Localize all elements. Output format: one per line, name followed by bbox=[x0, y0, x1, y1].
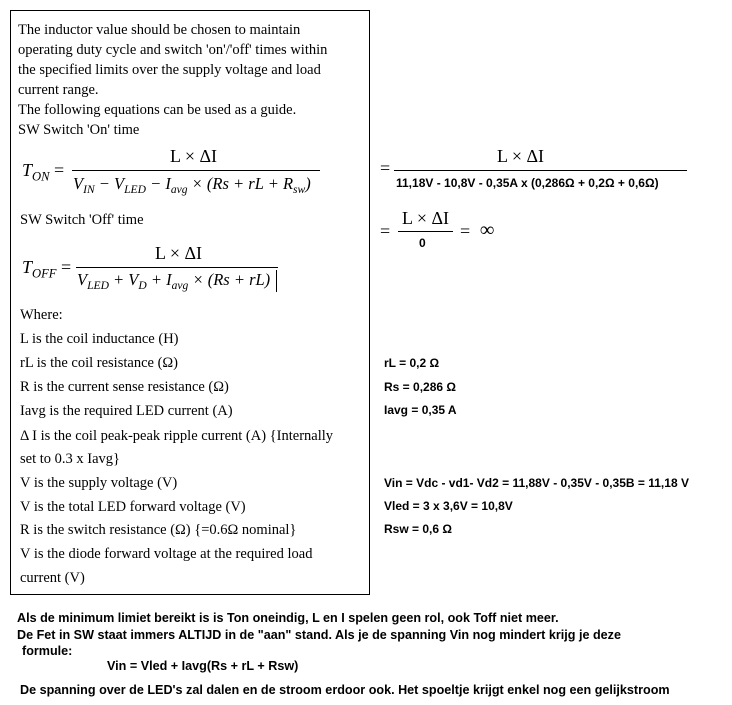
value-rl: rL = 0,2 Ω bbox=[384, 356, 440, 370]
ton-denominator bbox=[73, 174, 311, 196]
value-rs: Rs = 0,286 Ω bbox=[384, 380, 456, 394]
definition-vd: V is the diode forward voltage at the required load bbox=[20, 546, 313, 562]
definition-rsw: R is the switch resistance (Ω) {=0.6Ω nominal} bbox=[20, 522, 297, 538]
ton-fraction-bar bbox=[72, 170, 320, 171]
den-sub: LED bbox=[87, 280, 109, 293]
value-rsw: Rsw = 0,6 Ω bbox=[384, 522, 452, 536]
value-vin: Vin = Vdc - vd1- Vd2 = 11,88V - 0,35V - 0,35B = 11,18 V bbox=[384, 476, 689, 490]
infinity-result: ∞ bbox=[480, 219, 495, 241]
den-sub: D bbox=[138, 280, 147, 293]
ton-sub-equals: = bbox=[380, 158, 391, 178]
definition-iavg: Iavg is the required LED current (A) bbox=[20, 403, 233, 419]
note-line-1: Als de minimum limiet bereikt is is Ton oneindig, L en I spelen geen rol, ook Toff niet meer. bbox=[17, 611, 559, 625]
definition-delta-i-cont: set to 0.3 x Iavg} bbox=[20, 451, 120, 467]
toff-numerator: L × ΔI bbox=[155, 243, 203, 263]
ton-sub-numerator: L × ΔI bbox=[497, 146, 545, 166]
toff-fraction-bar bbox=[76, 267, 278, 268]
intro-line: The following equations can be used as a guide. bbox=[18, 102, 297, 118]
toff-sub-fraction-bar bbox=[398, 231, 453, 232]
toff-sub-numerator: L × ΔI bbox=[402, 208, 450, 228]
den-part: V bbox=[73, 174, 84, 193]
toff-denominator bbox=[77, 270, 270, 292]
den-part: − I bbox=[145, 174, 171, 193]
toff-sub-denominator: 0 bbox=[419, 236, 426, 250]
note-line-5: De spanning over de LED's zal dalen en de stroom erdoor ook. Het spoeltje krijgt enkel nog een gelijkstroom bbox=[20, 683, 670, 697]
den-part: + V bbox=[108, 270, 139, 289]
den-part: × (Rs + rL + R bbox=[187, 174, 294, 193]
definition-text: R is the current sense resistance (Ω) bbox=[20, 379, 229, 395]
den-sub: IN bbox=[83, 184, 95, 197]
den-part: + I bbox=[146, 270, 172, 289]
toff-subscript: OFF bbox=[32, 266, 57, 281]
intro-line: the specified limits over the supply voltage and load bbox=[18, 62, 321, 78]
definition-delta-i: Δ I is the coil peak-peak ripple current (A) {Internally bbox=[20, 428, 334, 444]
den-part: − V bbox=[94, 174, 125, 193]
cursor-mark bbox=[276, 270, 277, 292]
definition-vd-cont: current (V) bbox=[20, 570, 85, 586]
value-vled: Vled = 3 x 3,6V = 10,8V bbox=[384, 499, 513, 513]
ton-lhs bbox=[22, 160, 64, 184]
toff-equals: = bbox=[61, 257, 72, 277]
off-time-heading: SW Switch 'Off' time bbox=[20, 212, 144, 228]
ton-sub-denominator: 11,18V - 10,8V - 0,35A x (0,286Ω + 0,2Ω + 0,6Ω) bbox=[396, 176, 659, 190]
ton-symbol: T bbox=[22, 160, 33, 180]
definition-rl: rL is the coil resistance (Ω) bbox=[20, 355, 178, 371]
toff-result-equals: = bbox=[460, 221, 471, 241]
ton-equals: = bbox=[54, 160, 65, 180]
definition-rs bbox=[20, 379, 229, 396]
den-part: V bbox=[77, 270, 88, 289]
ton-subscript: ON bbox=[32, 169, 50, 184]
definition-l: L is the coil inductance (H) bbox=[20, 331, 179, 347]
definition-vled: V is the total LED forward voltage (V) bbox=[20, 499, 246, 515]
note-line-3: formule: bbox=[22, 644, 73, 658]
intro-line: operating duty cycle and switch 'on'/'off' times within bbox=[18, 42, 328, 58]
den-sub: avg bbox=[170, 184, 188, 197]
den-sub: avg bbox=[171, 280, 189, 293]
den-part: × (Rs + rL) bbox=[188, 270, 271, 289]
value-iavg: Iavg = 0,35 A bbox=[384, 403, 457, 417]
den-sub: sw bbox=[293, 184, 306, 197]
on-time-heading: SW Switch 'On' time bbox=[18, 122, 140, 138]
definition-vin: V is the supply voltage (V) bbox=[20, 475, 178, 491]
toff-sub-equals: = bbox=[380, 221, 391, 241]
intro-line: The inductor value should be chosen to maintain bbox=[18, 22, 301, 38]
ton-sub-fraction-bar bbox=[394, 170, 687, 171]
den-part: ) bbox=[305, 174, 311, 193]
note-formula: Vin = Vled + Iavg(Rs + rL + Rsw) bbox=[107, 659, 299, 673]
intro-line: current range. bbox=[18, 82, 99, 98]
note-line-2: De Fet in SW staat immers ALTIJD in de "aan" stand. Als je de spanning Vin nog mindert krijg je deze bbox=[17, 628, 621, 642]
toff-lhs bbox=[22, 257, 71, 281]
toff-symbol: T bbox=[22, 257, 33, 277]
den-sub: LED bbox=[124, 184, 146, 197]
where-label: Where: bbox=[20, 307, 63, 323]
intro-paragraph bbox=[18, 20, 362, 140]
ton-numerator: L × ΔI bbox=[170, 146, 218, 166]
